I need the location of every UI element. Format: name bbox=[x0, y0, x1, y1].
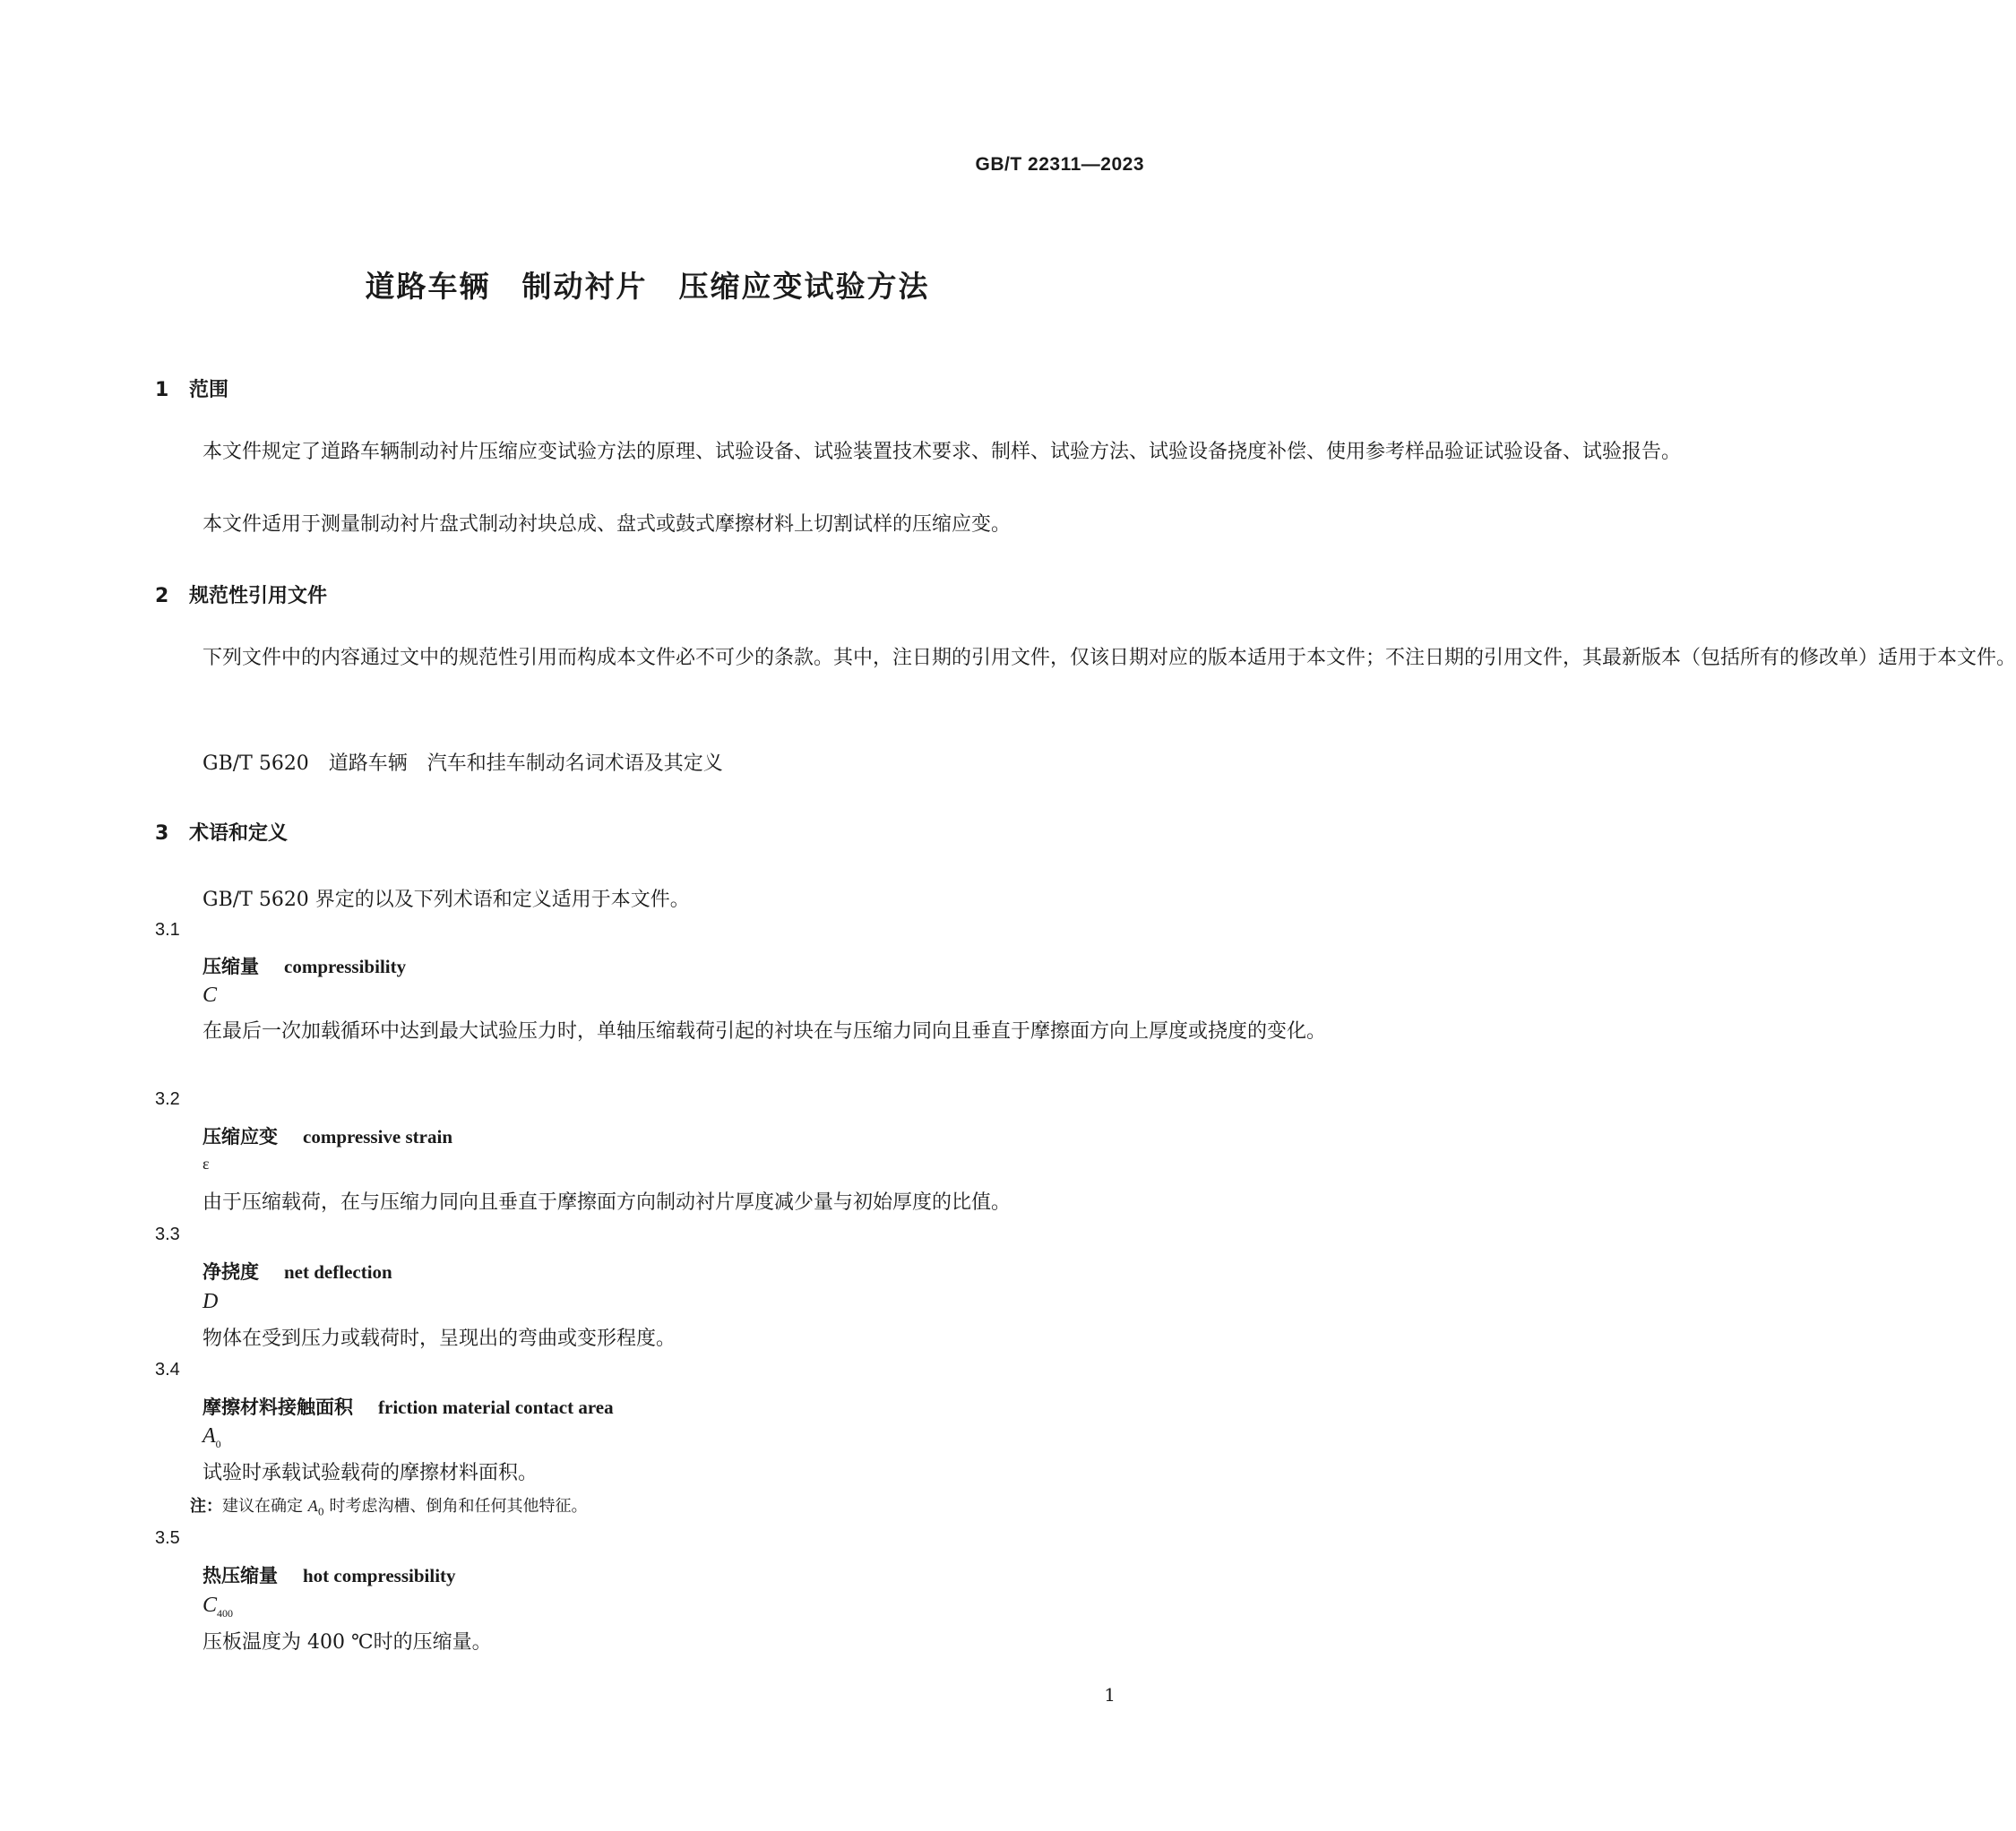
section-1-number: 1 bbox=[155, 379, 169, 401]
section-1-paragraph-1: 本文件规定了道路车辆制动衬片压缩应变试验方法的原理、试验设备、试验装置技术要求、制样、试验方法、试验设备挠度补偿、使用参考样品验证试验设备、试验报告。 bbox=[202, 441, 1682, 463]
term-definition: 压板温度为 400 ℃时的压缩量。 bbox=[202, 1631, 492, 1654]
term-number: 3.4 bbox=[155, 1360, 180, 1380]
term-chinese: 热压缩量 bbox=[202, 1565, 278, 1586]
section-2-number: 2 bbox=[155, 585, 169, 607]
section-1-heading bbox=[155, 374, 228, 402]
section-1-paragraph-2: 本文件适用于测量制动衬片盘式制动衬块总成、盘式或鼓式摩擦材料上切割试样的压缩应变。 bbox=[202, 513, 1012, 536]
term-symbol: $A_0$ bbox=[202, 1424, 221, 1450]
document-title: 道路车辆 制动衬片 压缩应变试验方法 bbox=[365, 269, 930, 304]
standard-code: GB/T 22311—2023 bbox=[975, 154, 1144, 175]
term-number: 3.5 bbox=[155, 1528, 180, 1548]
section-3-intro: GB/T 5620 界定的以及下列术语和定义适用于本文件。 bbox=[202, 889, 690, 911]
term-definition: 物体在受到压力或载荷时，呈现出的弯曲或变形程度。 bbox=[202, 1328, 676, 1350]
note-label: 注： bbox=[190, 1497, 222, 1516]
term-definition: 试验时承载试验载荷的摩擦材料面积。 bbox=[202, 1462, 538, 1484]
term-chinese: 摩擦材料接触面积 bbox=[202, 1397, 353, 1418]
term-number: 3.3 bbox=[155, 1225, 180, 1244]
term-symbol: ε bbox=[202, 1155, 210, 1173]
normative-reference-1: GB/T 5620 道路车辆 汽车和挂车制动名词术语及其定义 bbox=[202, 752, 723, 775]
section-2-paragraph-1: 下列文件中的内容通过文中的规范性引用而构成本文件必不可少的条款。其中，注日期的引用文件，仅该日期对应的版本适用于本文件；不注日期的引用文件，其最新版本（包括所有的修改单）适用于本文件。 bbox=[202, 647, 2016, 669]
term-definition: 在最后一次加载循环中达到最大试验压力时，单轴压缩载荷引起的衬块在与压缩力同向且垂直于摩擦面方向上厚度或挠度的变化。 bbox=[202, 1020, 1327, 1043]
section-3-title: 术语和定义 bbox=[189, 822, 289, 845]
term-heading bbox=[202, 1122, 452, 1149]
section-1-title: 范围 bbox=[189, 379, 229, 401]
term-number: 3.2 bbox=[155, 1089, 180, 1109]
term-symbol: $C_{400}$ bbox=[202, 1594, 234, 1620]
term-english: hot compressibility bbox=[303, 1565, 456, 1586]
term-chinese: 净挠度 bbox=[202, 1261, 259, 1283]
term-heading bbox=[202, 952, 406, 979]
term-chinese: 压缩应变 bbox=[202, 1126, 278, 1148]
section-3-heading bbox=[155, 818, 288, 846]
term-definition: 由于压缩载荷，在与压缩力同向且垂直于摩擦面方向制动衬片厚度减少量与初始厚度的比值。 bbox=[202, 1191, 1012, 1214]
page-number: 1 bbox=[1104, 1684, 1116, 1706]
section-3-number: 3 bbox=[155, 822, 169, 845]
term-symbol: C bbox=[202, 984, 218, 1007]
term-english: friction material contact area bbox=[378, 1397, 614, 1418]
term-english: compressibility bbox=[284, 956, 407, 977]
term-note: 注：建议在确定 $A_0$ 时考虑沟槽、倒角和任何其他特征。 bbox=[190, 1497, 588, 1518]
term-english: compressive strain bbox=[303, 1126, 453, 1148]
term-symbol: D bbox=[202, 1290, 219, 1313]
term-heading bbox=[202, 1561, 456, 1588]
term-heading bbox=[202, 1393, 614, 1420]
term-english: net deflection bbox=[284, 1261, 392, 1283]
term-heading bbox=[202, 1258, 392, 1285]
section-2-heading bbox=[155, 580, 327, 608]
term-number: 3.1 bbox=[155, 920, 180, 940]
term-chinese: 压缩量 bbox=[202, 956, 259, 977]
section-2-title: 规范性引用文件 bbox=[189, 585, 328, 607]
